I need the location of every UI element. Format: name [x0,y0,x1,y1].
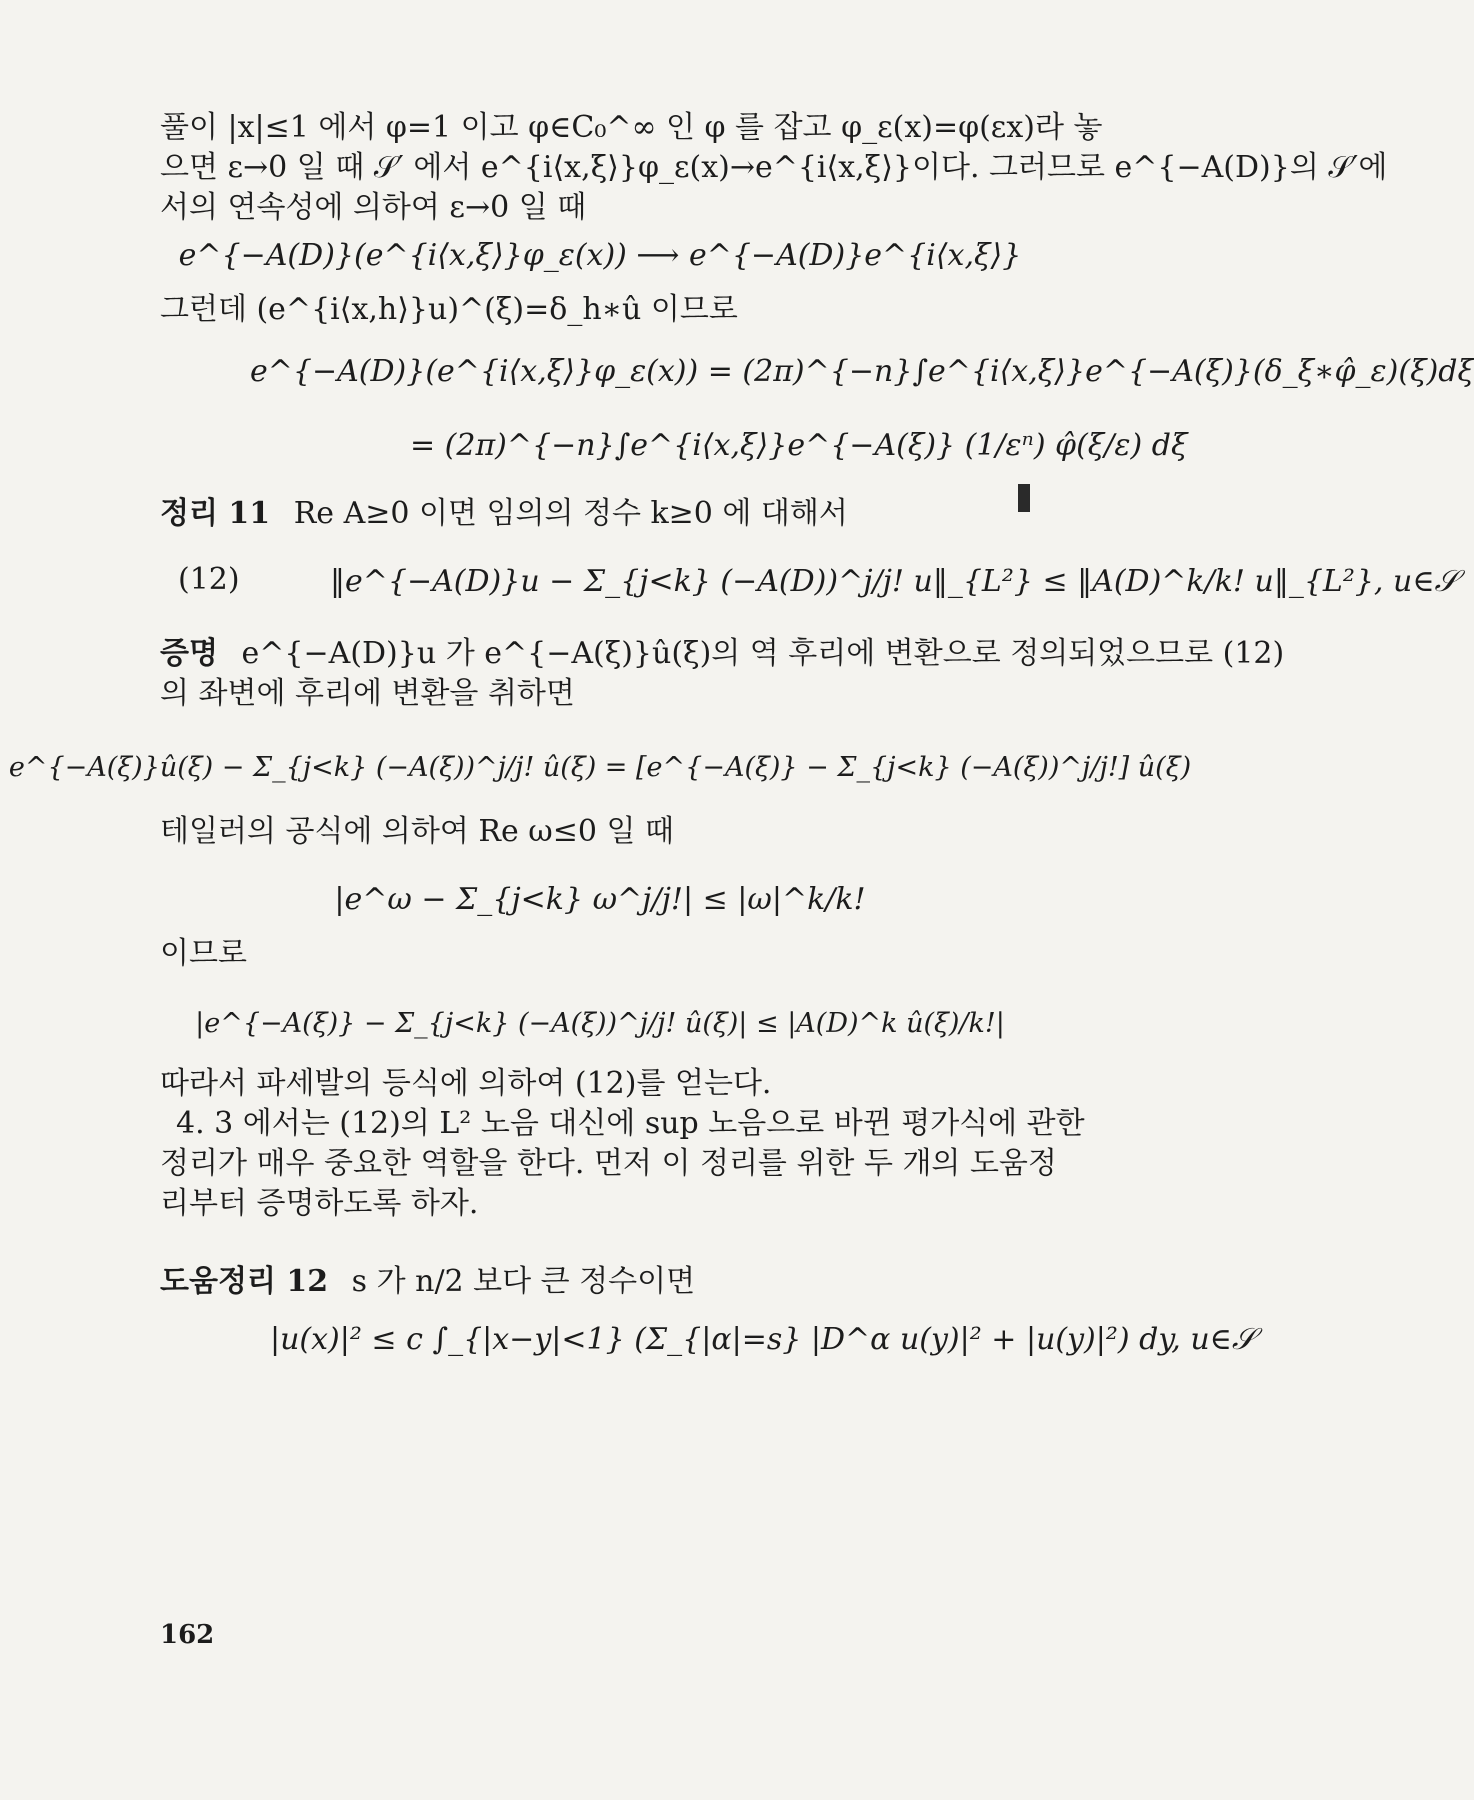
para2-line1: 4. 3 에서는 (12)의 L² 노음 대신에 sup 노음으로 바뀐 평가식에 관한 [176,1106,1085,1141]
para1-line3: 서의 연속성에 의하여 ε→0 일 때 [160,190,587,225]
equation-taylor: |e^ω − Σ_{j<k} ω^j/j!| ≤ |ω|^k/k! [334,882,866,917]
lemma-12-label: 도움정리 12 [160,1264,329,1299]
page-number: 162 [160,1620,215,1650]
proof-text: e^{−A(D)}u 가 e^{−A(ξ)}û(ξ)의 역 후리에 변환으로 정의되었으므로 (12) [241,636,1285,671]
para2-line2: 정리가 매우 중요한 역할을 한다. 먼저 이 정리를 위한 두 개의 도움정 [160,1146,1057,1181]
equation-fourier-2: = (2π)^{−n}∫e^{i⟨x,ξ⟩}e^{−A(ξ)} (1/εⁿ) φ̂(ξ/ε) dξ [410,428,1188,463]
para1-line2: 으면 ε→0 일 때 𝒮′ 에서 e^{i⟨x,ξ⟩}φ_ε(x)→e^{i⟨x,ξ⟩}이다. 그러므로 e^{−A(D)}의 𝒮′에 [160,150,1388,185]
equation-transform: e^{−A(ξ)}û(ξ) − Σ_{j<k} (−A(ξ))^j/j! û(ξ) = [e^{−A(ξ)} − Σ_{j<k} (−A(ξ))^j/j!] û(ξ) [8,752,1192,783]
theorem-11-label: 정리 11 [160,496,271,531]
proof-label: 증명 [160,636,218,671]
line-then: 그런데 (e^{i⟨x,h⟩}u)^(ξ)=δ_h∗û 이므로 [160,292,738,327]
equation-12 [330,562,1458,602]
equation-estimate: |e^{−A(ξ)} − Σ_{j<k} (−A(ξ))^j/j! û(ξ)| ≤ |A(D)^k û(ξ)/k!| [195,1008,1005,1039]
para1-line1: 풀이 |x|≤1 에서 φ=1 이고 φ∈C₀^∞ 인 φ 를 잡고 φ_ε(x)=φ(εx)라 놓 [160,110,1103,145]
line-taylor: 테일러의 공식에 의하여 Re ω≤0 일 때 [160,814,675,849]
theorem-11 [160,494,1050,534]
line-parseval: 따라서 파세발의 등식에 의하여 (12)를 얻는다. [160,1066,772,1101]
equation-12-rhs: ≤ ‖A(D)^k/k! u‖_{L²}, u∈𝒮 [1042,564,1458,599]
equation-lemma-12: |u(x)|² ≤ c ∫_{|x−y|<1} (Σ_{|α|=s} |D^α u(y)|² + |u(y)|²) dy, u∈𝒮 [270,1322,1256,1357]
equation-fourier-1: e^{−A(D)}(e^{i⟨x,ξ⟩}φ_ε(x)) = (2π)^{−n}∫e^{i⟨x,ξ⟩}e^{−A(ξ)}(δ_ξ∗φ̂_ε)(ξ)dξ [250,354,1474,389]
lemma-12 [160,1262,1050,1302]
equation-number-12: (12) [178,562,240,597]
line-therefore: 이므로 [160,936,247,971]
lemma-12-text: s 가 n/2 보다 큰 정수이면 [351,1264,696,1299]
equation-limit: e^{−A(D)}(e^{i⟨x,ξ⟩}φ_ε(x)) ⟶ e^{−A(D)}e^{i⟨x,ξ⟩} [178,238,1022,273]
equation-12-lhs: ‖e^{−A(D)}u − Σ_{j<k} (−A(D))^j/j! u‖_{L²} [330,564,1033,599]
para2-line3: 리부터 증명하도록 하자. [160,1186,479,1221]
theorem-11-text: Re A≥0 이면 임의의 정수 k≥0 에 대해서 [293,496,848,531]
proof-line2: 의 좌변에 후리에 변환을 취하면 [160,676,575,711]
proof-line1 [160,634,1285,674]
